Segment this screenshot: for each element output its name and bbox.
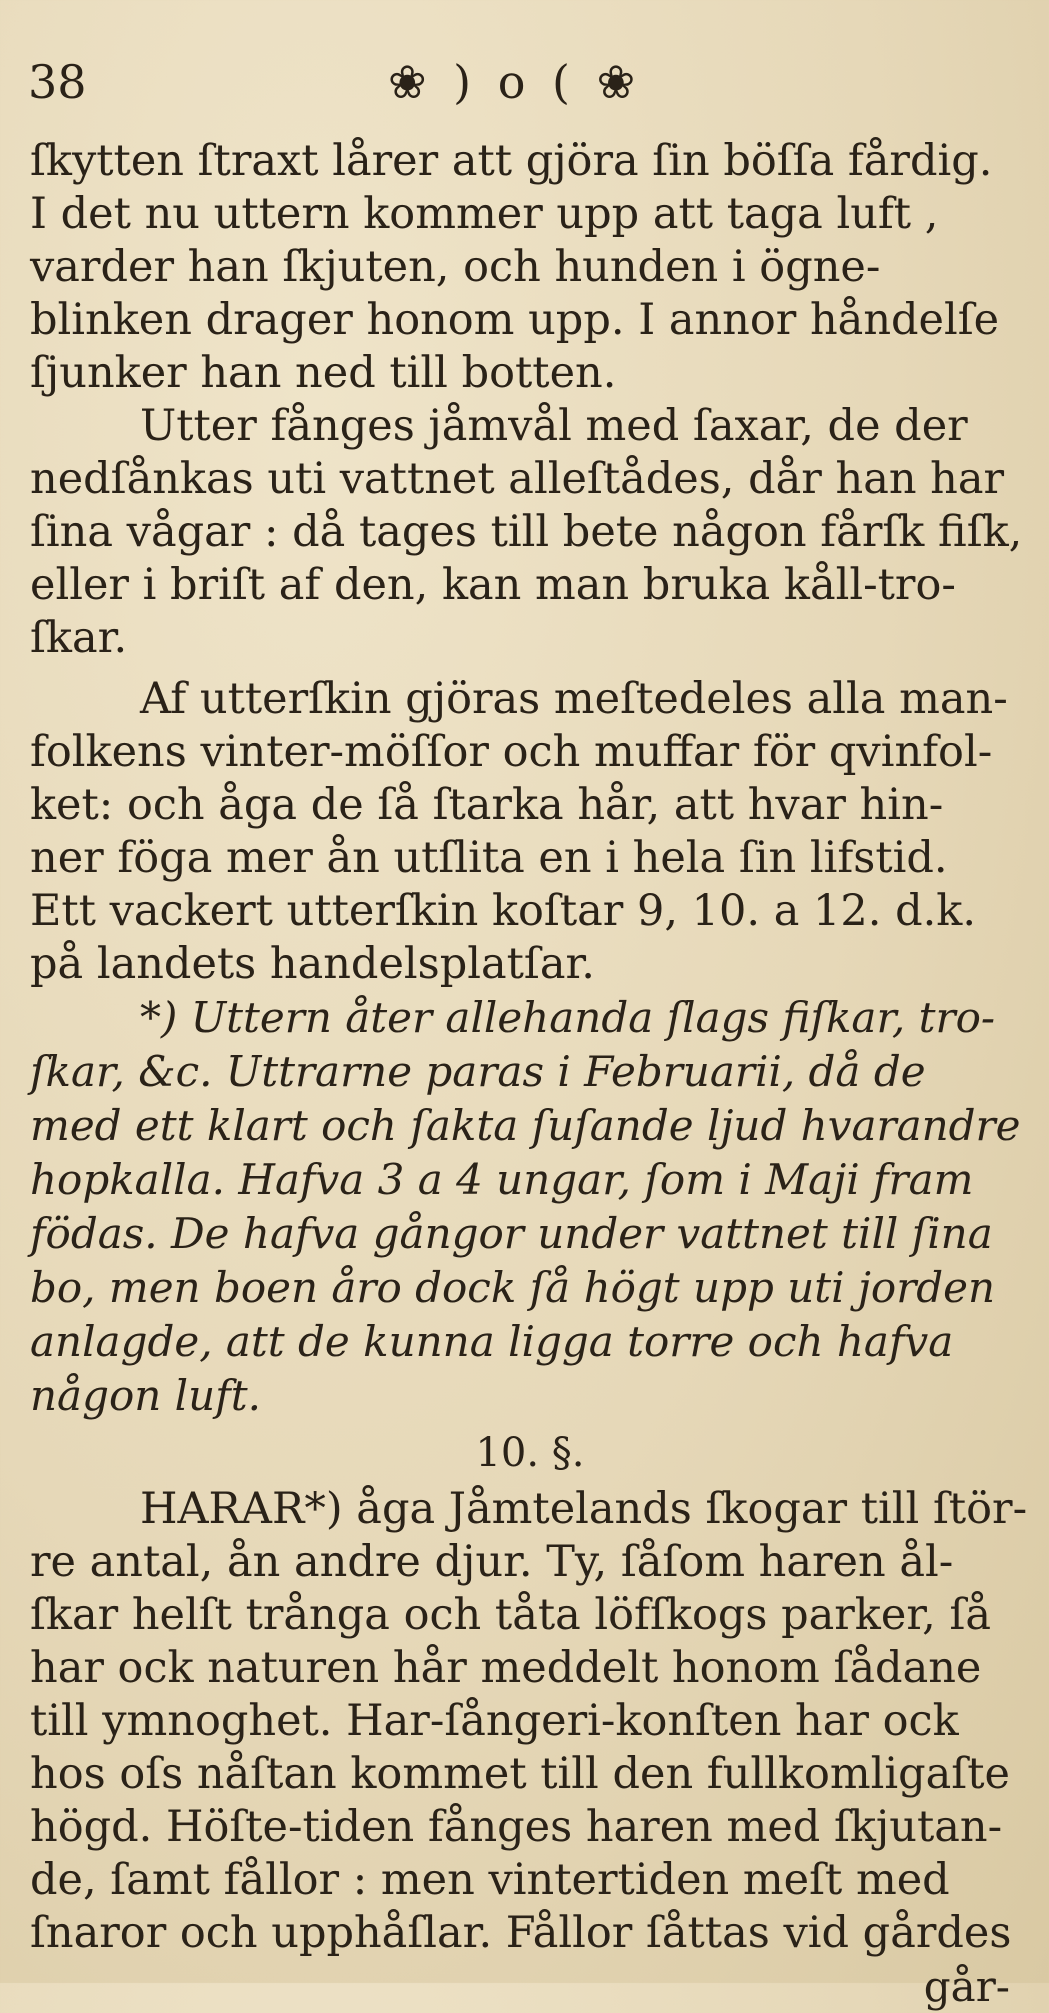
text-line: ket: och åga de ſå ſtarka hår, att hvar hin-: [30, 780, 944, 830]
text-line: I det nu uttern kommer upp att taga luft ,: [30, 189, 939, 239]
text-line: re antal, ån andre djur. Ty, ſåſom haren ål-: [30, 1537, 954, 1587]
text-line: nedſånkas uti vattnet alleſtådes, dår han har: [30, 454, 1005, 504]
footnote: [30, 991, 1020, 1423]
footnote-line: hopkalla. Hafva 3 a 4 ungar, ſom i Maji fram: [30, 1155, 974, 1204]
text-line: eller i briſt af den, kan man bruka kåll-tro-: [30, 560, 956, 610]
text-line: HARAR*) åga Jåmtelands ſkogar till ſtör-: [140, 1484, 1028, 1534]
page-number: 38: [28, 55, 87, 109]
catchword: går-: [923, 1962, 1010, 2011]
text-line: på landets handelsplatſar.: [30, 939, 595, 989]
footnote-line: bo, men boen åro dock ſå högt upp uti jorden: [30, 1263, 996, 1312]
text-line: Ett vackert utterſkin koſtar 9, 10. a 12. d.k.: [30, 886, 976, 936]
paragraph-otter-traps: [30, 400, 1023, 665]
body-text: [30, 135, 1028, 2013]
section-heading: 10. §.: [475, 1430, 585, 1476]
paragraph-otter-hunting: [30, 135, 1020, 400]
header-ornament: ❀ ) o ( ❀: [388, 55, 642, 109]
text-line: ner föga mer ån utſlita en i hela ſin lifstid.: [30, 833, 948, 883]
text-line: till ymnoghet. Har-ſångeri-konſten har ock: [30, 1696, 959, 1746]
footnote-line: ſkar, &c. Uttrarne paras i Februarii, då de: [30, 1047, 926, 1096]
text-line: de, ſamt fållor : men vintertiden meſt med: [30, 1855, 950, 1905]
text-line: varder han ſkjuten, och hunden i ögne-: [30, 242, 881, 292]
footnote-line: anlagde, att de kunna ligga torre och hafva: [30, 1317, 954, 1366]
paragraph-hares: [30, 1483, 1028, 1960]
text-line: Utter fånges jåmvål med ſaxar, de der: [140, 401, 968, 451]
text-line: ſkytten ſtraxt lårer att gjöra ſin böſſa fårdig.: [30, 136, 993, 186]
footnote-line: någon luft.: [30, 1371, 261, 1420]
footnote-line: *) Uttern åter allehanda ſlags fiſkar, tro-: [140, 993, 996, 1042]
footnote-line: födas. De hafva gångor under vattnet till ſina: [30, 1209, 993, 1258]
text-line: blinken drager honom upp. I annor håndelſe: [30, 295, 1000, 345]
text-line: Af utterſkin gjöras meſtedeles alla man-: [140, 674, 1008, 724]
text-line: ſkar.: [30, 613, 128, 663]
text-line: hos oſs nåſtan kommet till den fullkomligaſte: [30, 1749, 1010, 1799]
text-line: ſjunker han ned till botten.: [30, 348, 617, 398]
text-line: ſina vågar : då tages till bete någon fårſk fiſk,: [30, 507, 1023, 557]
footnote-line: med ett klart och ſakta ſuſande ljud hvarandre: [30, 1101, 1021, 1150]
text-line: ſkar helſt trånga och tåta löfſkogs parker, ſå: [30, 1590, 992, 1640]
page-header: [28, 52, 1028, 122]
text-line: högd. Höſte-tiden fånges haren med ſkjutan-: [30, 1802, 1003, 1852]
text-line: ſnaror och upphåſlar. Fållor ſåttas vid gårdes: [30, 1908, 1012, 1958]
text-line: folkens vinter-möſſor och muffar för qvinfol-: [30, 727, 993, 777]
text-line: har ock naturen hår meddelt honom ſådane: [30, 1643, 982, 1693]
paragraph-otter-skins: [30, 673, 1020, 991]
